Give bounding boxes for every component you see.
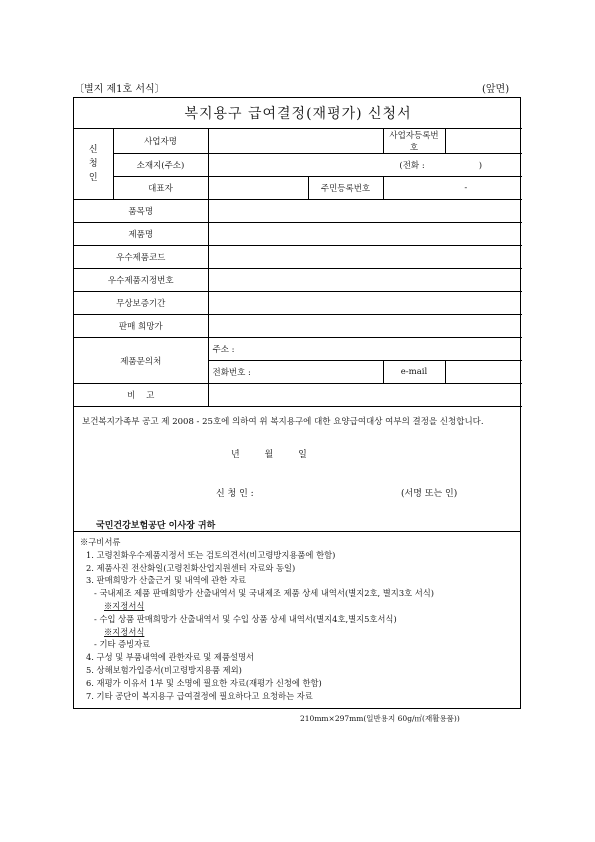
application-form	[73, 97, 521, 709]
representative-field[interactable]	[208, 177, 308, 200]
representative-label: 대표자	[113, 177, 208, 200]
form-number: 〔별지 제1호 서식〕	[74, 84, 165, 95]
required-documents	[74, 532, 520, 702]
desired-price-field[interactable]	[208, 315, 522, 338]
paper-spec-footer: 210mm×297mm(일반용지 60g/㎡(재활용품))	[300, 714, 460, 723]
warranty-label: 무상보증기간	[74, 292, 208, 315]
doc-item: 1. 고령친화우수제품지정서 또는 검토의견서(비고령방지용품에 한함)	[86, 549, 336, 560]
desired-price-label: 판매 희망가	[74, 315, 208, 338]
resident-no-field[interactable]: -	[383, 177, 522, 200]
signature-note: (서명 또는 인)	[401, 489, 458, 499]
applicant-group-label: 신 청 인	[74, 129, 113, 200]
business-reg-label: 사업자등록번호	[383, 129, 445, 154]
contact-email-label: e-mail	[383, 361, 445, 384]
doc-subitem: - 수입 상품 판매희망가 산출내역서 및 수입 상품 상세 내역서(별지4호,별지5호서식)	[94, 613, 397, 624]
form-table	[74, 98, 522, 407]
item-name-field[interactable]	[208, 200, 522, 223]
form-title: 복지용구 급여결정(재평가) 신청서	[74, 98, 522, 129]
address-label: 소재지(주소)	[113, 154, 208, 177]
doc-subitem: - 국내제조 제품 판매희망가 산출내역서 및 국내제조 제품 상세 내역서(별지2호, 별지3호 서식)	[94, 588, 435, 599]
designated-form-note: ※지정서식	[104, 626, 145, 637]
doc-subitem: - 기타 증빙자료	[94, 639, 151, 650]
business-reg-field[interactable]	[445, 129, 522, 154]
applicant-line: 신 청 인 :	[216, 489, 254, 499]
item-name-label: 품목명	[74, 200, 208, 223]
doc-item: 4. 구성 및 부품내역에 관한자료 및 제품설명서	[86, 652, 255, 663]
product-name-label: 제품명	[74, 223, 208, 246]
resident-no-label: 주민등록번호	[308, 177, 383, 200]
contact-label: 제품문의처	[74, 338, 208, 384]
remarks-label: 비 고	[74, 384, 208, 407]
business-name-label: 사업자명	[113, 129, 208, 154]
product-name-field[interactable]	[208, 223, 522, 246]
doc-item: 5. 상해보험가입증서(비고령방지용품 제외)	[86, 664, 242, 675]
declaration-text: 보건복지가족부 공고 제 2008 - 25호에 의하여 위 복지용구에 대한 요양급여대상 여부의 결정을 신청합니다.	[82, 417, 484, 427]
address-field[interactable]: (전화 : )	[208, 154, 522, 177]
page-side-label: (앞면)	[482, 84, 510, 95]
contact-address-field[interactable]: 주소 :	[208, 338, 522, 361]
date-line[interactable]: 년 월 일	[231, 450, 307, 460]
doc-item: 3. 판매희망가 산출근거 및 내역에 관한 자료	[86, 575, 246, 586]
excellent-no-label: 우수제품지정번호	[74, 269, 208, 292]
excellent-code-field[interactable]	[208, 246, 522, 269]
warranty-field[interactable]	[208, 292, 522, 315]
contact-phone-field[interactable]: 전화번호 :	[208, 361, 383, 384]
doc-item: 6. 재평가 이유서 1부 및 소명에 필요한 자료(재평가 신청에 한함)	[86, 677, 322, 688]
doc-item: 7. 기타 공단이 복지용구 급여결정에 필요하다고 요청하는 자료	[86, 690, 313, 701]
declaration-section	[74, 407, 520, 532]
excellent-code-label: 우수제품코드	[74, 246, 208, 269]
doc-item: 2. 제품사진 전산화일(고령친화산업지원센터 자료와 동일)	[86, 562, 296, 573]
designated-form-note: ※지정서식	[104, 600, 145, 611]
documents-heading: ※구비서류	[80, 537, 121, 547]
business-name-field[interactable]	[208, 129, 383, 154]
remarks-field[interactable]	[208, 384, 522, 407]
contact-email-field[interactable]	[445, 361, 522, 384]
addressee: 국민건강보험공단 이사장 귀하	[96, 521, 216, 531]
excellent-no-field[interactable]	[208, 269, 522, 292]
